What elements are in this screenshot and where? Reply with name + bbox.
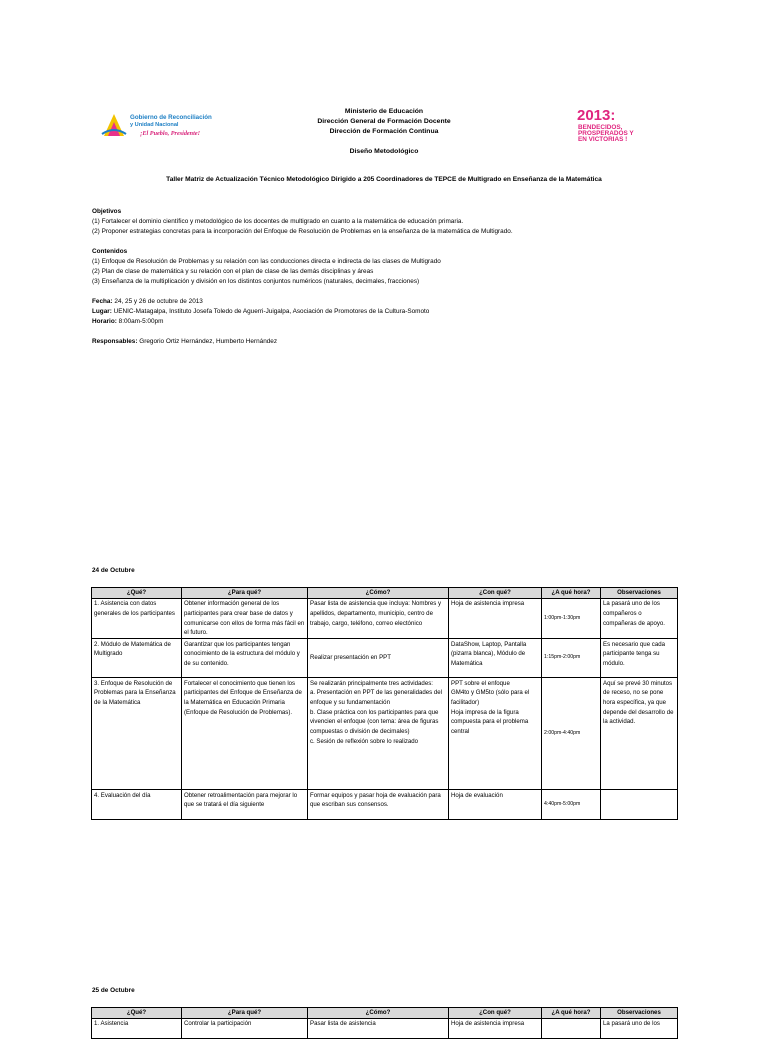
cell-obs: La pasará uno de los	[601, 1018, 678, 1038]
header-obs: Observaciones	[601, 588, 678, 599]
header-que: ¿Qué?	[92, 1008, 182, 1019]
place-line	[92, 307, 692, 317]
cell-que: 1. Asistencia con datos generales de los participantes	[92, 598, 182, 638]
table-header-row	[92, 588, 678, 599]
government-logo	[100, 108, 240, 142]
year-2013-logo	[576, 106, 668, 144]
schedule-value: 8:00am-5:00pm	[116, 318, 164, 325]
contents-heading: Contenidos	[92, 248, 128, 255]
schedule-line	[92, 317, 692, 327]
cell-que: 1. Asistencia	[92, 1018, 182, 1038]
header-con: ¿Con qué?	[449, 1008, 542, 1019]
cell-para: Garantizar que los participantes tengan conocimiento de la estructura del módulo y de su contenido.	[182, 639, 308, 678]
header-para: ¿Para qué?	[182, 588, 308, 599]
date-line	[92, 297, 692, 307]
header-que: ¿Qué?	[92, 588, 182, 599]
cell-hora: 2:00pm-4:40pm	[542, 678, 601, 790]
header-como: ¿Cómo?	[308, 1008, 449, 1019]
cell-como: Realizar presentación en PPT	[308, 639, 449, 678]
cell-que: 3. Enfoque de Resolución de Problemas para la Enseñanza de la Matemática	[92, 678, 182, 790]
logo-left-text1: Gobierno de Reconciliación	[130, 114, 212, 121]
cell-con: Hoja de asistencia impresa	[449, 598, 542, 638]
content-item: (2) Plan de clase de matemática y su relación con el plan de clase de las demás disciplinas y áreas	[92, 268, 374, 275]
objective-item: (2) Proponer estrategias concretas para la incorporación del Enfoque de Resolución de Problemas en la enseñanza de la matemática de Multigrado.	[92, 228, 513, 235]
objectives-heading: Objetivos	[92, 208, 122, 215]
table-row	[92, 678, 678, 790]
responsible-line	[92, 337, 692, 347]
date-label: Fecha:	[92, 298, 113, 305]
date-value: 24, 25 y 26 de octubre de 2013	[112, 298, 203, 305]
header-hora: ¿A qué hora?	[542, 588, 601, 599]
logo-left-text3: ¡El Pueblo, Presidente!	[140, 130, 200, 137]
cell-para: Fortalecer el conocimiento que tienen los participantes del Enfoque de Enseñanza de la Matemática en Educación Primaria (Enfoque de Resolución de Problemas).	[182, 678, 308, 790]
header-con: ¿Con qué?	[449, 588, 542, 599]
cell-hora: 1:15pm-2:00pm	[542, 639, 601, 678]
day2-schedule-table	[91, 1007, 678, 1039]
objectives-section	[92, 207, 692, 237]
cell-hora: 1:00pm-1:30pm	[542, 598, 601, 638]
logo-left-text2: y Unidad Nacional	[130, 122, 179, 128]
cell-obs: Aquí se prevé 30 minutos de receso, no se pone hora específica, ya que depende del desarrollo de la actividad.	[601, 678, 678, 790]
header-hora: ¿A qué hora?	[542, 1008, 601, 1019]
workshop-title: Taller Matriz de Actualización Técnico Metodológico Dirigido a 205 Coordinadores de TEPCE de Multigrado en Enseñanza de la Matemática	[166, 176, 602, 183]
cell-hora: 4:40pm-5:00pm	[542, 790, 601, 820]
day1-schedule-table	[91, 587, 678, 820]
place-label: Lugar:	[92, 308, 112, 315]
contents-section	[92, 247, 692, 287]
direction-continua: Dirección de Formación Continua	[329, 128, 439, 135]
cell-como: Pasar lista de asistencia	[308, 1018, 449, 1038]
content-item: (3) Enseñanza de la multiplicación y división en los distintos conjuntos numéricos (naturales, decimales, fracciones)	[92, 278, 420, 285]
cell-que: 2. Módulo de Matemática de Multigrado	[92, 639, 182, 678]
cell-como: Pasar lista de asistencia que incluya: Nombres y apellidos, departamento, municipio, centro de trabajo, cargo, teléfono, correo electónico	[308, 598, 449, 638]
logo-right-text3: EN VICTORIAS !	[578, 136, 628, 143]
cell-con: DataShow, Laptop, Pantalla (pizarra blanca), Módulo de Matemática	[449, 639, 542, 678]
cell-con: PPT sobre el enfoque GM4to y GM5to (sólo para el facilitador) Hoja impresa de la figura compuesta para el problema central	[449, 678, 542, 790]
cell-hora	[542, 1018, 601, 1038]
cell-con: Hoja de evaluación	[449, 790, 542, 820]
day2-title: 25 de Octubre	[92, 987, 135, 994]
cell-para: Controlar la participación	[182, 1018, 308, 1038]
objective-item: (1) Fortalecer el dominio científico y metodológico de los docentes de multigrado en cuanto a la matemática de educación primaria.	[92, 218, 464, 225]
cell-obs: La pasará uno de los compañeros o compañeras de apoyo.	[601, 598, 678, 638]
ministry-name: Ministerio de Educación	[344, 108, 424, 115]
document-header	[230, 107, 538, 157]
schedule-label: Horario:	[92, 318, 117, 325]
table-row	[92, 598, 678, 638]
cell-obs: Es necesario que cada participante tenga su módulo.	[601, 639, 678, 678]
place-value: UENIC-Matagalpa, Instituto Josefa Toledo de Aguerri-Juigalpa, Asociación de Promotores de la Cultura-Somoto	[111, 308, 430, 315]
table-row	[92, 639, 678, 678]
header-para: ¿Para qué?	[182, 1008, 308, 1019]
responsible-value: Gregorio Ortiz Hernández, Humberto Hernández	[137, 338, 278, 345]
cell-que: 4. Evaluación del día	[92, 790, 182, 820]
logo-right-text2: PROSPERADOS Y	[578, 130, 634, 137]
responsible-label: Responsables:	[92, 338, 138, 345]
info-section	[92, 297, 692, 347]
logo-right-year: 2013:	[577, 107, 616, 124]
logo-right-text1: BENDECIDOS,	[578, 124, 623, 131]
header-como: ¿Cómo?	[308, 588, 449, 599]
cell-con: Hoja de asistencia impresa	[449, 1018, 542, 1038]
cell-para: Obtener información general de los participantes para crear base de datos y comunicarse con ellos de forma más fácil en el futuro.	[182, 598, 308, 638]
cell-obs	[601, 790, 678, 820]
table-header-row	[92, 1008, 678, 1019]
direction-general: Dirección General de Formación Docente	[317, 118, 451, 125]
table-row	[92, 1018, 678, 1038]
table-row	[92, 790, 678, 820]
header-obs: Observaciones	[601, 1008, 678, 1019]
document-title: Diseño Metodológico	[349, 148, 419, 155]
cell-para: Obtener retroalimentación para mejorar lo que se tratará el día siguiente	[182, 790, 308, 820]
content-item: (1) Enfoque de Resolución de Problemas y su relación con las conducciones directa e indirecta de las clases de Multigrado	[92, 258, 441, 265]
day1-title: 24 de Octubre	[92, 567, 135, 574]
cell-como: Formar equipos y pasar hoja de evaluación para que escriban sus consensos.	[308, 790, 449, 820]
cell-como: Se realizarán principalmente tres actividades: a. Presentación en PPT de las generalidades del enfoque y su fundamentación b. Clase práctica con los participantes para que vivencien el enfoque (con tema: área de figuras compuestas o división de decimales) c. Sesión de reflexión sobre lo realizado	[308, 678, 449, 790]
